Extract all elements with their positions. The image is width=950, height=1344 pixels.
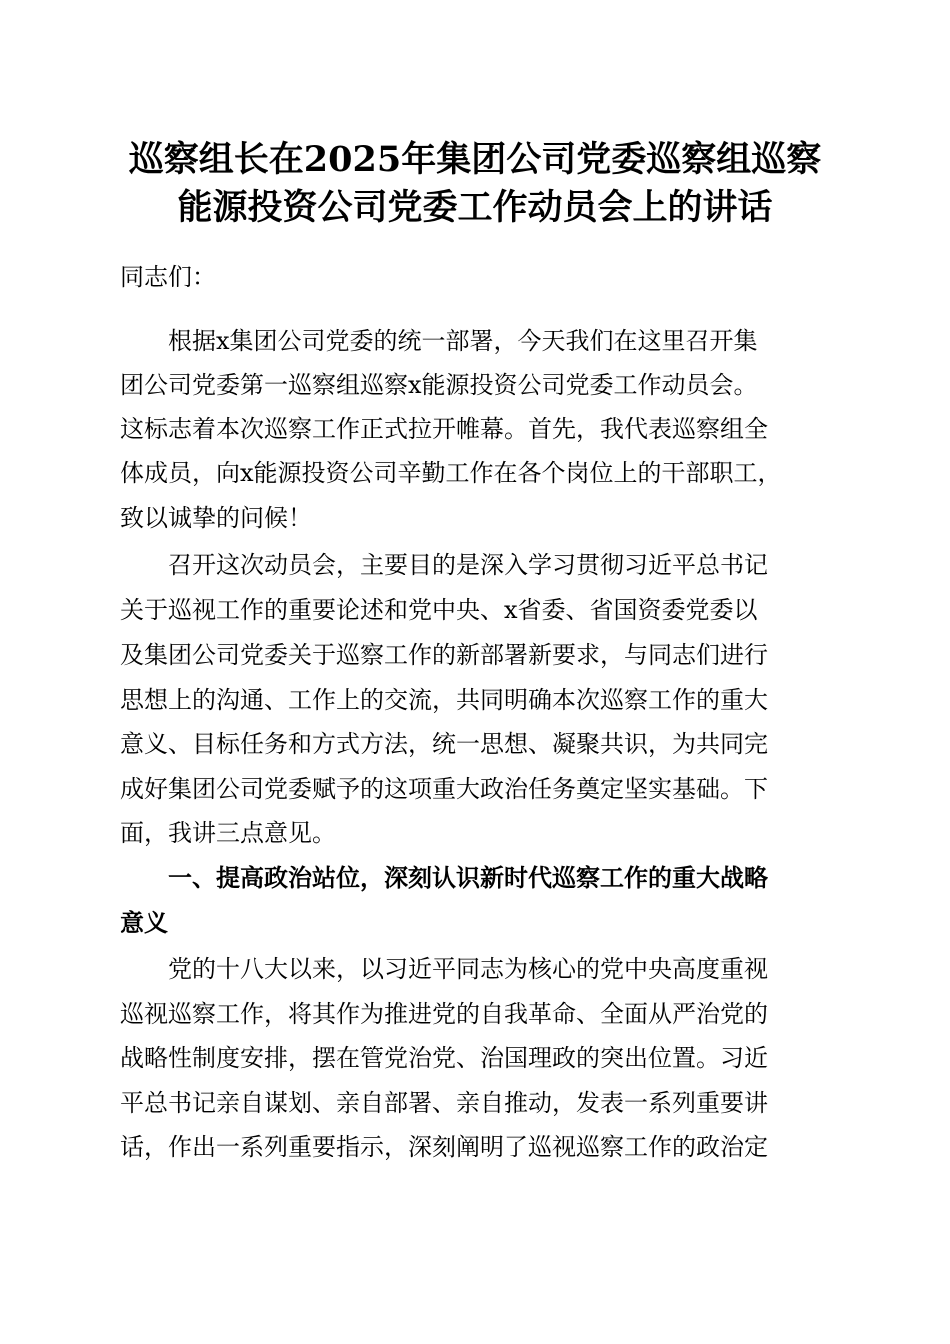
salutation: 同志们： (120, 263, 216, 291)
paragraph-3-line: 战略性制度安排，摆在管党治党、治国理政的突出位置。习近 (120, 1044, 768, 1072)
section-heading-1-line: 一、提高政治站位，深刻认识新时代巡察工作的重大战略 (168, 864, 768, 892)
paragraph-2-line: 思想上的沟通、工作上的交流，共同明确本次巡察工作的重大 (120, 686, 768, 714)
paragraph-1-line: 团公司党委第一巡察组巡察x能源投资公司党委工作动员会。 (120, 371, 758, 399)
paragraph-3-line: 平总书记亲自谋划、亲自部署、亲自推动，发表一系列重要讲 (120, 1089, 768, 1117)
paragraph-3-line: 巡视巡察工作，将其作为推进党的自我革命、全面从严治党的 (120, 1000, 768, 1028)
paragraph-1-line: 这标志着本次巡察工作正式拉开帷幕。首先，我代表巡察组全 (120, 415, 768, 443)
section-heading-1-line: 意义 (120, 909, 168, 937)
paragraph-1-line: 致以诚挚的问候！ (120, 504, 312, 532)
paragraph-2-line: 面，我讲三点意见。 (120, 819, 336, 847)
paragraph-2-line: 成好集团公司党委赋予的这项重大政治任务奠定坚实基础。下 (120, 775, 768, 803)
paragraph-3-line: 话，作出一系列重要指示，深刻阐明了巡视巡察工作的政治定 (120, 1133, 768, 1161)
paragraph-2-line: 及集团公司党委关于巡察工作的新部署新要求，与同志们进行 (120, 641, 768, 669)
paragraph-1-line: 体成员，向x能源投资公司辛勤工作在各个岗位上的干部职工， (120, 459, 782, 487)
paragraph-2-line: 关于巡视工作的重要论述和党中央、x省委、省国资委党委以 (120, 596, 758, 624)
paragraph-1-line: 根据x集团公司党委的统一部署，今天我们在这里召开集 (168, 327, 758, 355)
paragraph-2-line: 召开这次动员会，主要目的是深入学习贯彻习近平总书记 (168, 551, 768, 579)
paragraph-3-line: 党的十八大以来，以习近平同志为核心的党中央高度重视 (168, 955, 768, 983)
document-title-line-2: 能源投资公司党委工作动员会上的讲话 (177, 187, 773, 228)
paragraph-2-line: 意义、目标任务和方式方法，统一思想、凝聚共识，为共同完 (120, 730, 768, 758)
document-title-line-1: 巡察组长在2025年集团公司党委巡察组巡察 (128, 139, 822, 180)
